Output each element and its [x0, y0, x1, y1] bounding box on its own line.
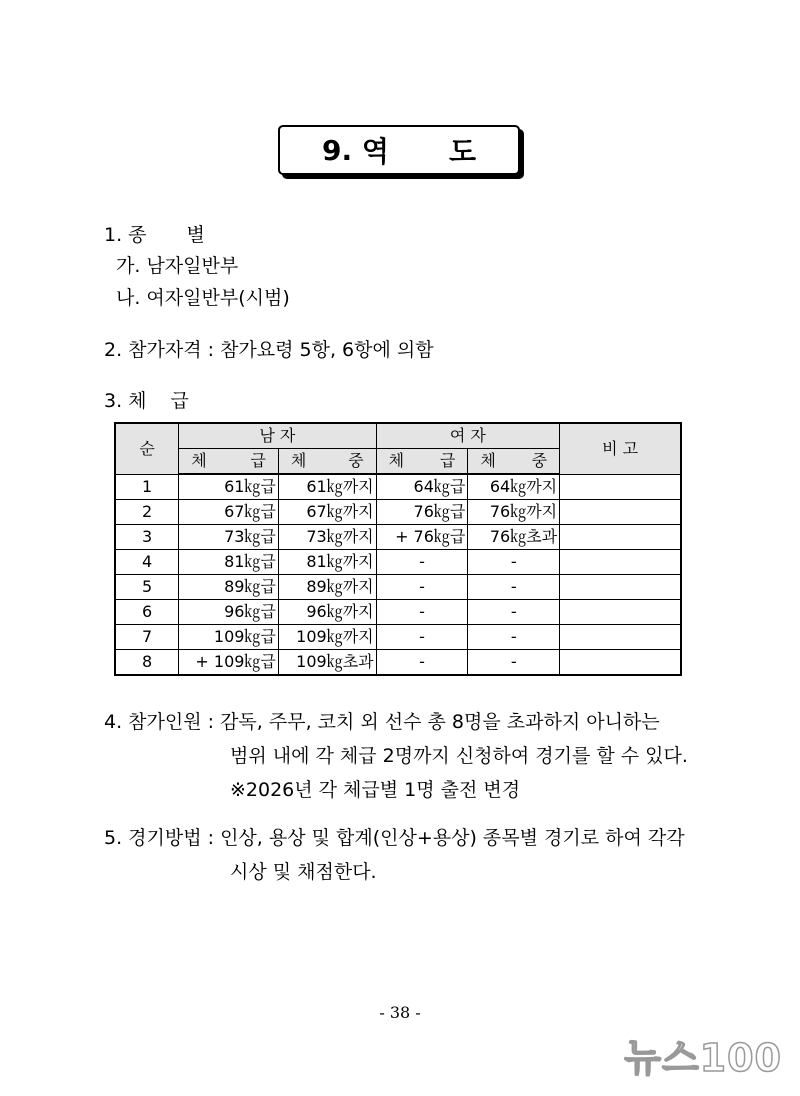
weight-class-table	[114, 422, 682, 676]
cell-note	[560, 474, 681, 500]
cell-order: 3	[115, 525, 179, 550]
table-row	[115, 575, 681, 600]
item-1-heading: 1. 종 별	[104, 224, 205, 246]
cell-men-class: + 109㎏급	[179, 650, 279, 676]
item-5-line2: 시상 및 채점한다.	[230, 861, 377, 883]
cell-note	[560, 550, 681, 575]
cell-men-weight: 73㎏까지	[278, 525, 376, 550]
cell-women-weight: -	[468, 550, 560, 575]
table-row	[115, 474, 681, 500]
header-order: 순	[115, 423, 179, 474]
item-1-women: 나. 여자일반부(시범)	[116, 287, 290, 309]
header-men-class: 체 급	[179, 449, 279, 475]
cell-women-weight: -	[468, 575, 560, 600]
cell-women-class: -	[376, 650, 468, 676]
title-char-b: 도	[448, 135, 476, 168]
cell-men-weight: 109㎏까지	[278, 625, 376, 650]
cell-order: 2	[115, 500, 179, 525]
cell-order: 8	[115, 650, 179, 676]
cell-women-class: 76㎏급	[376, 500, 468, 525]
cell-note	[560, 625, 681, 650]
item-4-note: ※2026년 각 체급별 1명 출전 변경	[230, 779, 521, 801]
item-5	[104, 826, 685, 850]
cell-men-class: 61㎏급	[179, 474, 279, 500]
page-number: - 38 -	[379, 1003, 421, 1022]
item-4-line1: 감독, 주무, 코치 외 선수 총 8명을 초과하지 아니하는	[220, 711, 660, 733]
item-4	[104, 710, 660, 734]
cell-women-class: -	[376, 575, 468, 600]
cell-women-class: + 76㎏급	[376, 525, 468, 550]
title-number: 9.	[322, 133, 353, 167]
cell-order: 6	[115, 600, 179, 625]
title-char-a: 역	[361, 135, 389, 168]
item-5-label: 5. 경기방법 :	[104, 827, 215, 849]
table-row	[115, 525, 681, 550]
cell-women-class: -	[376, 550, 468, 575]
cell-note	[560, 525, 681, 550]
cell-men-weight: 61㎏까지	[278, 474, 376, 500]
table-row	[115, 600, 681, 625]
header-men: 남 자	[179, 423, 376, 449]
cell-men-class: 96㎏급	[179, 600, 279, 625]
watermark-logo: 뉴스100	[624, 1036, 782, 1080]
table-row	[115, 650, 681, 676]
header-women-weight: 체 중	[468, 449, 560, 475]
item-4-line2: 범위 내에 각 체급 2명까지 신청하여 경기를 할 수 있다.	[230, 745, 688, 767]
table-row	[115, 500, 681, 525]
cell-women-weight: 64㎏까지	[468, 474, 560, 500]
item-1-men: 가. 남자일반부	[116, 255, 239, 277]
item-3-heading: 3. 체 급	[104, 390, 189, 412]
cell-men-class: 67㎏급	[179, 500, 279, 525]
cell-men-weight: 81㎏까지	[278, 550, 376, 575]
item-5-line1: 인상, 용상 및 합계(인상+용상) 종목별 경기로 하여 각각	[220, 827, 685, 849]
cell-men-class: 89㎏급	[179, 575, 279, 600]
header-men-weight: 체 중	[278, 449, 376, 475]
cell-men-weight: 67㎏까지	[278, 500, 376, 525]
cell-order: 1	[115, 474, 179, 500]
cell-order: 5	[115, 575, 179, 600]
cell-men-class: 73㎏급	[179, 525, 279, 550]
header-women-class: 체 급	[376, 449, 468, 475]
header-women: 여 자	[376, 423, 560, 449]
cell-women-weight: -	[468, 625, 560, 650]
section-title	[278, 125, 520, 175]
cell-women-class: 64㎏급	[376, 474, 468, 500]
table-row	[115, 625, 681, 650]
item-2: 2. 참가자격 : 참가요령 5항, 6항에 의함	[104, 339, 434, 361]
cell-women-weight: 76㎏까지	[468, 500, 560, 525]
cell-women-weight: 76㎏초과	[468, 525, 560, 550]
cell-order: 4	[115, 550, 179, 575]
cell-note	[560, 600, 681, 625]
cell-note	[560, 650, 681, 676]
cell-men-weight: 89㎏까지	[278, 575, 376, 600]
cell-women-class: -	[376, 625, 468, 650]
header-note: 비 고	[560, 423, 681, 474]
cell-note	[560, 500, 681, 525]
cell-order: 7	[115, 625, 179, 650]
cell-men-weight: 96㎏까지	[278, 600, 376, 625]
cell-men-class: 109㎏급	[179, 625, 279, 650]
cell-women-class: -	[376, 600, 468, 625]
item-4-label: 4. 참가인원 :	[104, 711, 215, 733]
cell-women-weight: -	[468, 600, 560, 625]
cell-men-class: 81㎏급	[179, 550, 279, 575]
cell-men-weight: 109㎏초과	[278, 650, 376, 676]
table-row	[115, 550, 681, 575]
cell-note	[560, 575, 681, 600]
cell-women-weight: -	[468, 650, 560, 676]
